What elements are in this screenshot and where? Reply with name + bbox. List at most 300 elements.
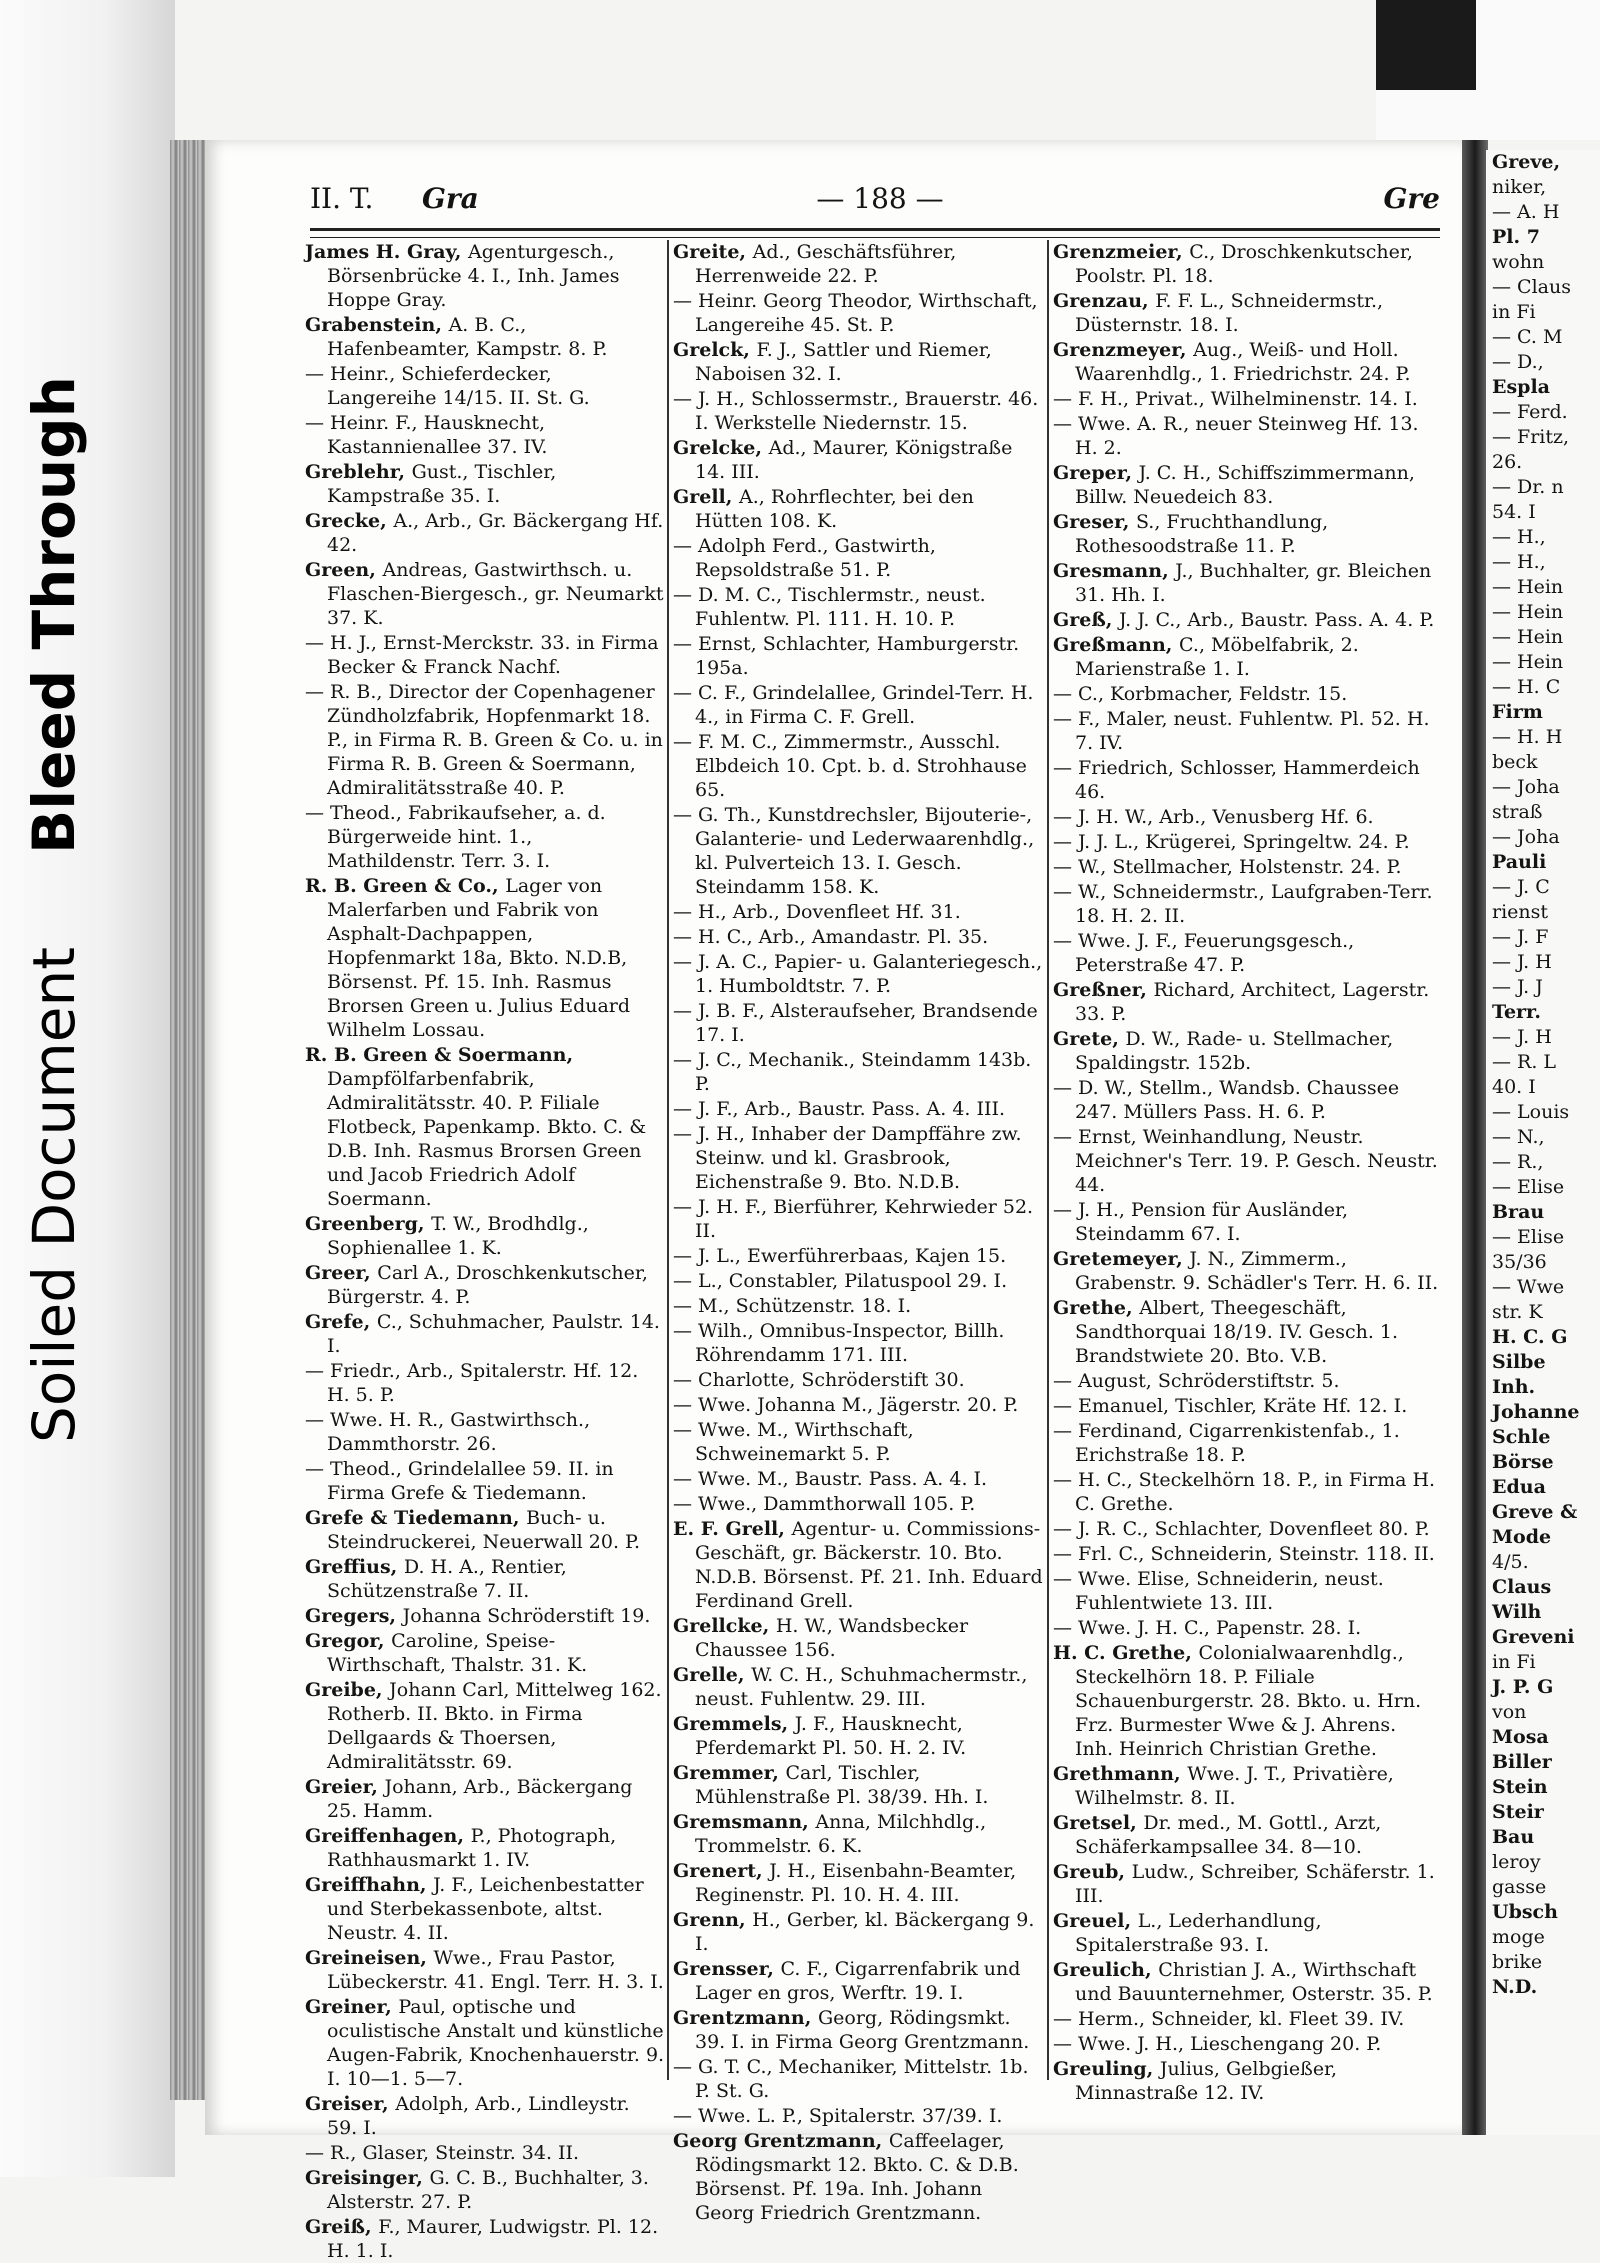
directory-entry xyxy=(305,2215,665,2263)
entry-name: Greßmann, xyxy=(1053,634,1180,656)
directory-entry xyxy=(1053,855,1439,879)
column-2 xyxy=(673,240,1045,2224)
fragment-line: Bau xyxy=(1492,1826,1535,1848)
entry-text: — H. C., Steckelhörn 18. P., in Firma H. C. Grethe. xyxy=(1053,1469,1436,1515)
fragment-line: — H. H xyxy=(1492,726,1563,748)
entry-name: Grefe, xyxy=(305,1311,377,1333)
fragment-line: Inh. xyxy=(1492,1376,1536,1398)
directory-entry xyxy=(673,950,1045,998)
directory-entry xyxy=(305,1212,665,1260)
directory-entry xyxy=(1053,240,1439,288)
entry-text: — R., Glaser, Steinstr. 34. II. xyxy=(305,2142,580,2164)
directory-entry xyxy=(673,1467,1045,1491)
header-right-word: Gre xyxy=(1383,182,1440,215)
directory-entry xyxy=(673,1517,1045,1613)
entry-name: Greblehr, xyxy=(305,461,412,483)
directory-entry xyxy=(1053,1641,1439,1761)
fragment-line: — Fritz, xyxy=(1492,426,1570,448)
directory-entry xyxy=(305,2166,665,2214)
directory-entry xyxy=(673,534,1045,582)
entry-name: Grenzmeyer, xyxy=(1053,339,1194,361)
entry-text: — Ernst, Schlachter, Hamburgerstr. 195a. xyxy=(673,633,1020,679)
fragment-line: — Hein xyxy=(1492,626,1564,648)
entry-name: Greuling, xyxy=(1053,2058,1160,2080)
fragment-line: — C. M xyxy=(1492,326,1563,348)
fragment-line: Pauli xyxy=(1492,851,1547,873)
directory-entry xyxy=(673,632,1045,680)
fragment-line: — H. C xyxy=(1492,676,1561,698)
entry-name: Grefe & Tiedemann, xyxy=(305,1507,527,1529)
entry-name: Grethe, xyxy=(1053,1297,1140,1319)
entry-name: Greßner, xyxy=(1053,979,1154,1001)
entry-name: Greenberg, xyxy=(305,1213,432,1235)
column-1 xyxy=(305,240,665,2262)
entry-text: — Wwe., Dammthorwall 105. P. xyxy=(673,1493,976,1515)
entry-text: — Ferdinand, Cigarrenkistenfab., 1. Erichstraße 18. P. xyxy=(1053,1420,1400,1466)
directory-entry xyxy=(673,1859,1045,1907)
entry-text: — C. F., Grindelallee, Grindel-Terr. H. 4., in Firma C. F. Grell. xyxy=(673,682,1034,728)
fragment-line: Schle xyxy=(1492,1426,1551,1448)
fragment-line: — Hein xyxy=(1492,601,1564,623)
entry-name: Greer, xyxy=(305,1262,378,1284)
directory-entry xyxy=(1053,2057,1439,2105)
bleed-through-label: Bleed Through xyxy=(20,376,88,854)
fragment-line: Greveni xyxy=(1492,1626,1575,1648)
directory-entry xyxy=(305,1043,665,1211)
entry-text: A. B. C., Hafenbeamter, Kampstr. 8. P. xyxy=(327,314,608,360)
entry-name: Greß, xyxy=(1053,609,1119,631)
entry-name: Gremsmann, xyxy=(673,1811,816,1833)
entry-text: — Wwe. M., Baustr. Pass. A. 4. I. xyxy=(673,1468,988,1490)
fragment-line: Biller xyxy=(1492,1751,1552,1773)
directory-entry xyxy=(1053,2007,1439,2031)
directory-entry xyxy=(1053,608,1439,632)
entry-name: Greier, xyxy=(305,1776,385,1798)
entry-name: Grethmann, xyxy=(1053,1763,1188,1785)
entry-text: — J. H. F., Bierführer, Kehrwieder 52. II. xyxy=(673,1196,1034,1242)
fragment-line: in Fi xyxy=(1492,1651,1536,1673)
directory-entry xyxy=(305,1629,665,1677)
entry-text: — W., Schneidermstr., Laufgraben-Terr. 18. H. 2. II. xyxy=(1053,881,1433,927)
fragment-line: — R. L xyxy=(1492,1051,1557,1073)
entry-text: Dr. med., M. Gottl., Arzt, Schäferkampsallee 34. 8—10. xyxy=(1075,1812,1382,1858)
entry-text: Carl, Tischler, Mühlenstraße Pl. 38/39. Hh. I. xyxy=(695,1762,989,1808)
entry-text: Colonialwaarenhdlg., Steckelhörn 18. P. Filiale Schauenburgerstr. 28. Bkto. u. Hrn. Frz. Burmester Wwe & J. Ahrens. Inh. Heinrich Christian Grethe. xyxy=(1075,1642,1422,1760)
entry-text: P., Photograph, Rathhausmarkt 1. IV. xyxy=(327,1825,617,1871)
entry-name: Grenzau, xyxy=(1053,290,1156,312)
entry-text: — Adolph Ferd., Gastwirth, Repsoldstraße 51. P. xyxy=(673,535,936,581)
entry-text: — Emanuel, Tischler, Kräte Hf. 12. I. xyxy=(1053,1395,1408,1417)
fragment-line: — Hein xyxy=(1492,576,1564,598)
directory-entry xyxy=(1053,1369,1439,1393)
entry-text: J. J. C., Arb., Baustr. Pass. A. 4. P. xyxy=(1119,609,1435,631)
fragment-line: gasse xyxy=(1492,1876,1547,1898)
directory-entry xyxy=(305,1995,665,2091)
directory-entry xyxy=(673,289,1045,337)
entry-text: C., Schuhmacher, Paulstr. 14. I. xyxy=(327,1311,660,1357)
directory-entry xyxy=(673,803,1045,899)
directory-entry xyxy=(305,1261,665,1309)
entry-text: Agentur- u. Commissions-Geschäft, gr. Bäckerstr. 10. Bto. N.D.B. Börsenst. Pf. 21. Inh. Eduard Ferdinand Grell. xyxy=(695,1518,1043,1612)
directory-entry xyxy=(1053,387,1439,411)
entry-name: Gregers, xyxy=(305,1605,403,1627)
entry-text: S., Fruchthandlung, Rothesoodstraße 11. P. xyxy=(1075,511,1329,557)
column-separator xyxy=(667,240,669,2080)
entry-name: Greffius, xyxy=(305,1556,404,1578)
fragment-line: — Wwe xyxy=(1492,1276,1565,1298)
soiled-document-label: Soiled Document xyxy=(20,947,88,1443)
fragment-line: Espla xyxy=(1492,376,1550,398)
fragment-line: wohn xyxy=(1492,251,1545,273)
entry-text: C. F., Cigarrenfabrik und Lager en gros, Werftr. 19. I. xyxy=(695,1958,1021,2004)
entry-text: — J. H., Schlossermstr., Brauerstr. 46. I. Werkstelle Niedernstr. 15. xyxy=(673,388,1039,434)
directory-entry xyxy=(1053,1616,1439,1640)
directory-entry xyxy=(1053,1468,1439,1516)
directory-entry xyxy=(305,1359,665,1407)
fragment-line: H. C. G xyxy=(1492,1326,1568,1348)
entry-name: Greiffhahn, xyxy=(305,1874,434,1896)
entry-name: Georg Grentzmann, xyxy=(673,2130,889,2152)
fragment-line: — Dr. n xyxy=(1492,476,1564,498)
entry-text: Johanna Schröderstift 19. xyxy=(402,1605,651,1627)
directory-entry xyxy=(673,2104,1045,2128)
entry-name: Greub, xyxy=(1053,1861,1132,1883)
directory-entry xyxy=(305,631,665,679)
entry-name: Greulich, xyxy=(1053,1959,1159,1981)
fragment-line: Mosa xyxy=(1492,1726,1549,1748)
entry-text: — Frl. C., Schneiderin, Steinstr. 118. II. xyxy=(1053,1543,1435,1565)
fragment-line: leroy xyxy=(1492,1851,1541,1873)
directory-entry xyxy=(305,1506,665,1554)
entry-text: J. C. H., Schiffszimmermann, Billw. Neuedeich 83. xyxy=(1075,462,1415,508)
entry-text: Wwe., Frau Pastor, Lübeckerstr. 41. Engl. Terr. H. 3. I. xyxy=(327,1947,664,1993)
entry-text: Carl A., Droschkenkutscher, Bürgerstr. 4. P. xyxy=(327,1262,648,1308)
entry-text: — C., Korbmacher, Feldstr. 15. xyxy=(1053,683,1348,705)
entry-name: Grelck, xyxy=(673,339,757,361)
fragment-line: — H., xyxy=(1492,551,1546,573)
entry-text: Ad., Maurer, Königstraße 14. III. xyxy=(695,437,1013,483)
entry-text: A., Rohrflechter, bei den Hütten 108. K. xyxy=(695,486,974,532)
directory-entry xyxy=(1053,1027,1439,1075)
directory-entry xyxy=(1053,2032,1439,2056)
entry-text: J. F., Hausknecht, Pferdemarkt Pl. 50. H. 2. IV. xyxy=(695,1713,967,1759)
directory-entry xyxy=(305,558,665,630)
directory-entry xyxy=(305,1775,665,1823)
fragment-line: Börse xyxy=(1492,1451,1554,1473)
entry-name: Grabenstein, xyxy=(305,314,449,336)
entry-text: Ludw., Schreiber, Schäferstr. 1. III. xyxy=(1075,1861,1435,1907)
entry-text: F. F. L., Schneidermstr., Düsternstr. 18. I. xyxy=(1075,290,1384,336)
directory-entry xyxy=(305,2092,665,2140)
directory-entry xyxy=(673,485,1045,533)
entry-text: Aug., Weiß- und Holl. Waarenhdlg., 1. Friedrichstr. 24. P. xyxy=(1075,339,1411,385)
directory-entry xyxy=(1053,1198,1439,1246)
directory-entry xyxy=(1053,756,1439,804)
fragment-line: Pl. 7 xyxy=(1492,226,1540,248)
fragment-line: in Fi xyxy=(1492,301,1536,323)
entry-name: Greiser, xyxy=(305,2093,396,2115)
entry-text: — Ernst, Weinhandlung, Neustr. Meichner's Terr. 19. P. Gesch. Neustr. 44. xyxy=(1053,1126,1438,1196)
entry-name: Greibe, xyxy=(305,1679,390,1701)
fragment-line: — A. H xyxy=(1492,201,1560,223)
directory-entry xyxy=(673,1269,1045,1293)
entry-text: G. C. B., Buchhalter, 3. Alsterstr. 27. P. xyxy=(327,2167,649,2213)
fragment-line: 4/5. xyxy=(1492,1551,1529,1573)
entry-text: — J. R. C., Schlachter, Dovenfleet 80. P. xyxy=(1053,1518,1430,1540)
book-gutter xyxy=(1462,140,1488,2135)
entry-text: — Heinr. F., Hausknecht, Kastannienallee 37. IV. xyxy=(305,412,548,458)
entry-name: Grentzmann, xyxy=(673,2007,818,2029)
directory-entry xyxy=(305,1604,665,1628)
directory-entry xyxy=(673,1319,1045,1367)
entry-text: — Wwe. J. H., Lieschengang 20. P. xyxy=(1053,2033,1382,2055)
entry-text: Buch- u. Steindruckerei, Neuerwall 20. P. xyxy=(327,1507,641,1553)
entry-name: Greite, xyxy=(673,241,753,263)
page-stack-edge xyxy=(170,140,210,2100)
entry-text: — Wwe. J. H. C., Papenstr. 28. I. xyxy=(1053,1617,1362,1639)
fragment-line: Greve & xyxy=(1492,1501,1578,1523)
entry-text: — Wwe. J. F., Feuerungsgesch., Peterstraße 47. P. xyxy=(1053,930,1355,976)
column-separator xyxy=(1047,240,1049,2080)
directory-entry xyxy=(1053,929,1439,977)
entry-name: Grell, xyxy=(673,486,739,508)
fragment-line: 40. I xyxy=(1492,1076,1536,1098)
directory-entry xyxy=(305,362,665,410)
directory-entry xyxy=(305,240,665,312)
entry-text: — August, Schröderstiftstr. 5. xyxy=(1053,1370,1340,1392)
entry-text: — Friedr., Arb., Spitalerstr. Hf. 12. H. 5. P. xyxy=(305,1360,639,1406)
directory-entry xyxy=(673,925,1045,949)
directory-entry xyxy=(673,1244,1045,1268)
fragment-line: Steir xyxy=(1492,1801,1544,1823)
fragment-line: — J. H xyxy=(1492,1026,1552,1048)
entry-text: J. H., Eisenbahn-Beamter, Reginenstr. Pl. 10. H. 4. III. xyxy=(695,1860,1017,1906)
entry-name: Gremmer, xyxy=(673,1762,786,1784)
right-top-strip xyxy=(1376,0,1600,140)
entry-name: Greser, xyxy=(1053,511,1136,533)
fragment-line: — Claus xyxy=(1492,276,1571,298)
directory-entry xyxy=(673,583,1045,631)
entry-name: Grellcke, xyxy=(673,1615,776,1637)
entry-text: W. C. H., Schuhmachermstr., neust. Fuhlentw. 29. III. xyxy=(695,1664,1028,1710)
entry-name: E. F. Grell, xyxy=(673,1518,792,1540)
fragment-line: 35/36 xyxy=(1492,1251,1547,1273)
directory-entry xyxy=(305,1457,665,1505)
entry-text: — J. L., Ewerführerbaas, Kajen 15. xyxy=(673,1245,1007,1267)
directory-entry xyxy=(673,1663,1045,1711)
directory-entry xyxy=(1053,1958,1439,2006)
entry-text: — Theod., Grindelallee 59. II. in Firma Grefe & Tiedemann. xyxy=(305,1458,614,1504)
directory-entry xyxy=(673,1048,1045,1096)
entry-name: Gremmels, xyxy=(673,1713,795,1735)
directory-entry xyxy=(673,436,1045,484)
fragment-line: Brau xyxy=(1492,1201,1545,1223)
entry-name: Grenn, xyxy=(673,1909,753,1931)
entry-text: — G. Th., Kunstdrechsler, Bijouterie-, Galanterie- und Lederwaarenhdlg., kl. Pulverteich 13. I. Gesch. Steindamm 158. K. xyxy=(673,804,1035,898)
directory-entry xyxy=(305,680,665,800)
entry-text: — Wwe. A. R., neuer Steinweg Hf. 13. H. 2. xyxy=(1053,413,1419,459)
directory-entry xyxy=(1053,805,1439,829)
fragment-line: — J. J xyxy=(1492,976,1543,998)
directory-entry xyxy=(1053,559,1439,607)
entry-text: — Wilh., Omnibus-Inspector, Billh. Röhrendamm 171. III. xyxy=(673,1320,1005,1366)
entry-text: — D. M. C., Tischlermstr., neust. Fuhlentw. Pl. 111. H. 10. P. xyxy=(673,584,986,630)
entry-text: — D. W., Stellm., Wandsb. Chaussee 247. Müllers Pass. H. 6. P. xyxy=(1053,1077,1400,1123)
entry-text: Anna, Milchhdlg., Trommelstr. 6. K. xyxy=(695,1811,987,1857)
entry-name: Greisinger, xyxy=(305,2167,430,2189)
adjacent-page-fragment xyxy=(1486,150,1600,2135)
entry-text: — M., Schützenstr. 18. I. xyxy=(673,1295,912,1317)
directory-entry xyxy=(305,1873,665,1945)
fragment-line: Mode xyxy=(1492,1526,1552,1548)
directory-entry xyxy=(1053,1125,1439,1197)
entry-text: — L., Constabler, Pilatuspool 29. I. xyxy=(673,1270,1008,1292)
column-3 xyxy=(1053,240,1439,2104)
page-header xyxy=(310,182,1440,226)
fragment-line: niker, xyxy=(1492,176,1547,198)
directory-entry xyxy=(1053,978,1439,1026)
entry-text: J. F., Leichenbestatter und Sterbekassenbote, altst. Neustr. 4. II. xyxy=(327,1874,644,1944)
fragment-line: — Elise xyxy=(1492,1226,1565,1248)
directory-entry xyxy=(1053,1860,1439,1908)
directory-entry xyxy=(673,1492,1045,1516)
directory-entry xyxy=(673,1614,1045,1662)
fragment-line: Silbe xyxy=(1492,1351,1546,1373)
fragment-line: — Ferd. xyxy=(1492,401,1568,423)
entry-text: Caffeelager, Rödingsmarkt 12. Bkto. C. & D.B. Börsenst. Pf. 19a. Inh. Johann Georg Friedrich Grentzmann. xyxy=(695,2130,1019,2224)
entry-text: J. N., Zimmerm., Grabenstr. 9. Schädler's Terr. H. 6. II. xyxy=(1075,1248,1439,1294)
directory-entry xyxy=(673,1712,1045,1760)
fragment-line: — D., xyxy=(1492,351,1544,373)
fragment-line: — Elise xyxy=(1492,1176,1565,1198)
fragment-line: Johanne xyxy=(1492,1401,1580,1423)
entry-text: — Heinr. Georg Theodor, Wirthschaft, Langereihe 45. St. P. xyxy=(673,290,1038,336)
entry-text: F. J., Sattler und Riemer, Naboisen 32. I. xyxy=(695,339,992,385)
entry-name: James H. Gray, xyxy=(305,241,468,263)
fragment-line: Wilh xyxy=(1492,1601,1542,1623)
fragment-line: brike xyxy=(1492,1951,1543,1973)
entry-text: — Wwe. Johanna M., Jägerstr. 20. P. xyxy=(673,1394,1019,1416)
entry-text: Gust., Tischler, Kampstraße 35. I. xyxy=(327,461,557,507)
entry-text: Agenturgesch., Börsenbrücke 4. I., Inh. James Hoppe Gray. xyxy=(327,241,620,311)
directory-entry xyxy=(305,460,665,508)
entry-text: — Wwe. H. R., Gastwirthsch., Dammthorstr. 26. xyxy=(305,1409,591,1455)
entry-text: Lager von Malerfarben und Fabrik von Asphalt-Dachpappen, Hopfenmarkt 18a, Bkto. N.D.B, Börsenst. Pf. 15. Inh. Rasmus Brorsen Green u. Julius Eduard Wilhelm Lossau. xyxy=(327,875,631,1041)
fragment-line: 54. I xyxy=(1492,501,1536,523)
entry-text: D. H. A., Rentier, Schützenstraße 7. II. xyxy=(327,1556,567,1602)
directory-entry xyxy=(1053,1247,1439,1295)
fragment-line: — Louis xyxy=(1492,1101,1570,1123)
fragment-line: Terr. xyxy=(1492,1001,1541,1023)
entry-text: — J. H. W., Arb., Venusberg Hf. 6. xyxy=(1053,806,1374,828)
directory-entry xyxy=(305,411,665,459)
entry-name: Greuel, xyxy=(1053,1910,1138,1932)
fragment-line: Stein xyxy=(1492,1776,1548,1798)
directory-entry xyxy=(673,1294,1045,1318)
directory-entry xyxy=(1053,510,1439,558)
fragment-line: von xyxy=(1492,1701,1527,1723)
directory-entry xyxy=(673,338,1045,386)
directory-entry xyxy=(1053,1419,1439,1467)
directory-entry xyxy=(673,2006,1045,2054)
entry-text: A., Arb., Gr. Bäckergang Hf. 42. xyxy=(327,510,664,556)
fragment-line: Greve, xyxy=(1492,151,1561,173)
directory-entry xyxy=(1053,412,1439,460)
page-number: — 188 — xyxy=(816,182,944,215)
entry-name: Grecke, xyxy=(305,510,394,532)
entry-text: — Friedrich, Schlosser, Hammerdeich 46. xyxy=(1053,757,1420,803)
directory-entry xyxy=(673,900,1045,924)
directory-entry xyxy=(673,387,1045,435)
directory-entry xyxy=(673,1761,1045,1809)
fragment-line: — Joha xyxy=(1492,776,1560,798)
directory-entry xyxy=(305,1408,665,1456)
directory-entry xyxy=(673,1418,1045,1466)
directory-entry xyxy=(1053,682,1439,706)
directory-entry xyxy=(305,2141,665,2165)
entry-name: Grenzmeier, xyxy=(1053,241,1190,263)
entry-text: Georg, Rödingsmkt. 39. I. in Firma Georg Grentzmann. xyxy=(695,2007,1030,2053)
fragment-line: 26. xyxy=(1492,451,1523,473)
fragment-line: Ubsch xyxy=(1492,1901,1558,1923)
entry-text: Andreas, Gastwirthsch. u. Flaschen-Biergesch., gr. Neumarkt 37. K. xyxy=(327,559,664,629)
entry-text: Julius, Gelbgießer, Minnastraße 12. IV. xyxy=(1075,2058,1338,2104)
entry-text: C., Droschkenkutscher, Poolstr. Pl. 18. xyxy=(1075,241,1413,287)
fragment-line: N.D. xyxy=(1492,1976,1538,1998)
directory-entry xyxy=(673,681,1045,729)
entry-name: Gretemeyer, xyxy=(1053,1248,1190,1270)
entry-name: Green, xyxy=(305,559,383,581)
entry-text: — G. T. C., Mechaniker, Mittelstr. 1b. P. St. G. xyxy=(673,2056,1029,2102)
fragment-line: — H., xyxy=(1492,526,1546,548)
entry-text: — J. B. F., Alsteraufseher, Brandsende 17. I. xyxy=(673,1000,1038,1046)
directory-entry xyxy=(1053,338,1439,386)
entry-text: — J. H., Inhaber der Dampffähre zw. Steinw. und kl. Grasbrook, Eichenstraße 9. Bto. N.D.B. xyxy=(673,1123,1022,1193)
fragment-line: — J. H xyxy=(1492,951,1552,973)
directory-entry xyxy=(673,1908,1045,1956)
entry-text: Christian J. A., Wirthschaft und Bauunternehmer, Osterstr. 35. P. xyxy=(1075,1959,1433,2005)
entry-text: — W., Stellmacher, Holstenstr. 24. P. xyxy=(1053,856,1402,878)
directory-entry xyxy=(1053,1394,1439,1418)
directory-entry xyxy=(305,313,665,361)
directory-entry xyxy=(1053,1909,1439,1957)
entry-text: J., Buchhalter, gr. Bleichen 31. Hh. I. xyxy=(1075,560,1432,606)
entry-text: — Wwe. Elise, Schneiderin, neust. Fuhlentwiete 13. III. xyxy=(1053,1568,1384,1614)
entry-text: — F. M. C., Zimmermstr., Ausschl. Elbdeich 10. Cpt. b. d. Strohhause 65. xyxy=(673,731,1027,801)
entry-text: — Wwe. M., Wirthschaft, Schweinemarkt 5. P. xyxy=(673,1419,914,1465)
directory-entry xyxy=(1053,1076,1439,1124)
directory-entry xyxy=(673,730,1045,802)
entry-text: L., Lederhandlung, Spitalerstraße 93. I. xyxy=(1075,1910,1322,1956)
directory-entry xyxy=(673,1393,1045,1417)
directory-entry xyxy=(673,1957,1045,2005)
entry-name: R. B. Green & Co., xyxy=(305,875,506,897)
directory-entry xyxy=(305,1310,665,1358)
directory-entry xyxy=(305,1555,665,1603)
dark-tab-mark xyxy=(1376,0,1476,90)
entry-text: — Wwe. L. P., Spitalerstr. 37/39. I. xyxy=(673,2105,1003,2127)
directory-entry xyxy=(1053,1567,1439,1615)
entry-text: — Heinr., Schieferdecker, Langereihe 14/15. II. St. G. xyxy=(305,363,590,409)
entry-text: C., Möbelfabrik, 2. Marienstraße 1. I. xyxy=(1075,634,1359,680)
fragment-line: rienst xyxy=(1492,901,1549,923)
entry-text: — J. C., Mechanik., Steindamm 143b. P. xyxy=(673,1049,1032,1095)
entry-name: Gregor, xyxy=(305,1630,392,1652)
directory-entry xyxy=(305,801,665,873)
fragment-line: str. K xyxy=(1492,1301,1543,1323)
entry-text: Paul, optische und oculistische Anstalt und künstliche Augen-Fabrik, Knochenhauerstr. 9. I. 10—1. 5—7. xyxy=(327,1996,665,2090)
entry-name: Gretsel, xyxy=(1053,1812,1144,1834)
